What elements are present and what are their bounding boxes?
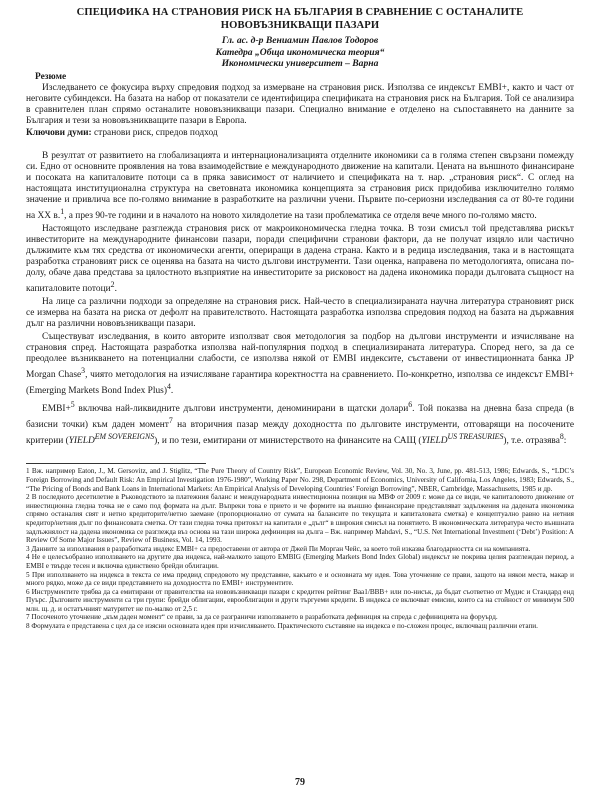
footnote-ref[interactable]: 7 xyxy=(168,416,173,426)
author-name: Гл. ас. д-р Вениамин Павлов Тодоров xyxy=(221,35,379,46)
footnote: 7 Посоченото уточнение „към даден момент“ се прави, за да се разграничи използването в разработката дефиниция на спреда с дефиницията на форуърд. xyxy=(26,613,498,622)
footnote: 5 При използването на индекса в текста се има предвид спредовото му представяне, какъвто е и основната му идея. Това уточнение се прави, защото на някои места, макар и много рядко, може да се види представянето на доходността по EMBI+ инструментите. xyxy=(26,570,574,588)
keywords-text: странови риск, спредов подход xyxy=(93,127,218,138)
footnotes xyxy=(26,467,574,630)
body-paragraph xyxy=(26,399,574,447)
body-paragraph xyxy=(26,224,574,295)
affiliation-department: Катедра „Обща икономическа теория“ xyxy=(215,46,385,58)
body-text xyxy=(26,151,574,448)
p4-end: . xyxy=(170,386,174,396)
footnote-ref[interactable]: 6 xyxy=(408,400,413,409)
footnote-ref[interactable]: 8 xyxy=(559,432,564,442)
footnote: 3 Данните за използвания в разработката индекс EMBI+ са предоставени от автора от Джей Пи Морган Чейс, за което той изказва благодарността си на компанията. xyxy=(26,544,531,553)
keywords-line xyxy=(26,128,574,139)
footnote-ref[interactable]: 1 xyxy=(60,206,65,216)
math-sup-em: EM SOVEREIGNS xyxy=(94,432,155,442)
math-yield-us: YIELD xyxy=(421,436,448,447)
paper-title: СПЕЦИФИКА НА СТРАНОВИЯ РИСК НА БЪЛГАРИЯ В СРАВНЕНИЕ С ОСТАНАЛИТЕ НОВОВЪЗНИКВАЩИ ПАЗАРИ xyxy=(76,7,524,31)
p5-e: ), и по тези, емитирани от министерството на финансите на САЩ ( xyxy=(154,436,422,447)
p5-d: на вторичния пазар между доходността по дълговите инструменти, отговарящи на посочените критерии ( xyxy=(26,420,574,447)
p2-text: Настоящото изследване разглежда страновия риск от макроикономическа гледна точка. В този смисъл той представлява рискът инвеститорите на международните финансови пазари, поради специфични странови фактори, да не получат изцяло или частично дължимите към тях средства от икономически агенти, опериращи в дадена страна. Както и в редица изследвания, така и в настоящата разработка страновият риск се оценява на базата на чисто дългови инструменти. Тази оценка, направена по методологията, описана по-долу, обаче дава представа за цялостното възприятие на инвеститорите за рисковост на дадена икономика поради дълговата същност на капиталовите потоци xyxy=(26,223,574,294)
abstract-heading: Резюме xyxy=(35,71,67,82)
p5-a: EMBI+ xyxy=(42,404,71,415)
p4-text: Съществуват изследвания, в които авторите използват своя методология за подбор на дългови инструменти и изчисляване на страновия спред. Настоящата разработка използва най-популярния подход в специализираната литература. Според него, за да се преодолее възникването на потенциални слабости, се използва някой от EMBI индексите, съставени от инвестиционната банка JP Morgan Chase xyxy=(26,331,574,380)
p2-end: . xyxy=(114,283,117,294)
affiliation-university: Икономически университет – Варна xyxy=(221,58,379,69)
p5-f: ), т.е. отразява xyxy=(503,436,560,447)
author-block xyxy=(26,35,574,70)
footnote-ref[interactable]: 4 xyxy=(166,381,171,391)
p5-c: . Той показва на дневна база спреда (в базисни точки) към даден момент xyxy=(26,404,574,431)
body-paragraph: На лице са различни подходи за определяне на страновия риск. Най-често в специализираната научна литература страновият риск се измерва на базата на риска от дефолт на правителството. Настоящата разработка използва спредовия подход на базата на държавния дълг на различни нововъзникващи пазари. xyxy=(26,296,574,329)
footnote-ref[interactable]: 3 xyxy=(81,365,86,375)
footnote: 8 Формулата е представена с цел да се изясни основната идея при изчисляването. Практическото съставяне на индекса е по-сложен процес, включващ различни етапи. xyxy=(26,622,538,631)
footnote-divider xyxy=(26,463,206,464)
p5-b: включва най-ликвидните дългови инструменти, деноминирани в щатски долари xyxy=(74,404,409,415)
footnote: 6 Инструментите трябва да са емитирани от правителства на нововъзникващи пазари с кредитен рейтинг Baa1/BBB+ или по-нисък, да бъдат съответно от Мудис и Стандард енд Пуърс. Дълговите инструменти са три групи: брейди облигации, еврооблигации и други търгуеми кредити. В индекса се включват емисии, които са на стойност от минимум 500 млн. щ. д. и остатъчният матуритет не по-малко от 2,5 г. xyxy=(26,587,574,613)
footnote-ref[interactable]: 5 xyxy=(70,400,75,409)
keywords-label: Ключови думи: xyxy=(26,127,92,138)
page-number: 79 xyxy=(295,777,305,788)
abstract-text: Изследването се фокусира върху спредовия подход за измерване на страновия риск. Използва се индексът EMBI+, както и част от неговите субиндекси. На базата на набор от показатели се идентифицира спецификата на страновия риск на България. Той се анализира в сравнителен план спрямо останалите нововъзникващи пазари. Специално внимание е отделено на съпоставянето на данните за България и тези за нововъзникващите пазари в Европа. xyxy=(26,82,574,126)
math-sup-us: US TREASURIES xyxy=(447,432,504,442)
body-paragraph xyxy=(26,332,574,397)
body-paragraph xyxy=(26,151,574,222)
footnote: 4 Не е целесъобразно използването на другите два индекса, най-малкото защото EMBIG (Emerging Markets Bond Index Global) индексът не покрива целия разглеждан период, а EMBI е твърде тесен и включва единствено брейди облигации. xyxy=(26,553,574,570)
footnote-ref[interactable]: 2 xyxy=(110,279,115,289)
p5-g: : xyxy=(563,436,567,447)
footnote: 1 Вж. например Eaton, J., M. Gersovitz, and J. Stiglitz, “The Pure Theory of Country Risk”, European Economic Review, Vol. 30, No. 3, June, pp. 481-513, 1986; Edwards, S., “LDC’s Foreign Borrowing and Default Risk: An Empirical Investigation 1976-1980”, Working Paper No. 298, Department of Economics, University of California, Los Angeles, 1983; Edwards, S., “The Pricing of Bonds and Bank Loans in International Markets: An Empirical Analysis of Developing Countries’ Foreign Borrowing”, NBER, Cambridge, Massachusetts, 1985 и др. xyxy=(26,467,574,493)
math-yield-em: YIELD xyxy=(68,436,95,447)
p4-mid: , чиято методология на изчисляване гарантира коректността на сравнението. По-конкретно, използва се индексът EMBI+ (Emerging Markets Bond Index Plus) xyxy=(26,369,574,396)
footnote: 2 В последното десетилетие в Ръководството за платежния баланс и международната инвестиционна позиция на МВФ от 2009 г. може да се види, че капиталовото движение от инвестиционна гледна точка не е само под формата на дълг. Въпреки това е прието и че формите на външно финансиране представляват задължения на дадената икономика спрямо останалия свят и нетно кредиторите/нетно заемане (пропорционално от сумата на балансите по текущата и капиталовата сметка) е концептуално равно на нетния кредитор/нетния дълг по финансовата сметка. От тази гледна точка притокът на капитали е „дълг“ в широкия смисъл на понятието. В икономическата литература често външната задлъжнялост на дадена икономика се разглежда въз основа на тази широка дефиниция на дълга – Вж. например Mahdavi, S., “U.S. Net International Investment (‘Debt’) Position: A Review Of Some Major Issues”, Review of Business, Vol. 14, 1993. xyxy=(26,493,574,545)
p1-end: , а през 90-те години и в началото на новото хилядолетие на тази проблематика се отделя вече много по-голямо място. xyxy=(64,210,537,221)
p1-text: В резултат от развитието на глобализацията и интернационализацията отделните икономики са в голяма степен свързани помежду си. Едно от основните проявления на това взаимодействие е международното движение на капитали. Цената на външното финансиране и посоката на капиталовите потоци са в пряка зависимост от наличието и спецификата на т. нар. „страновия риск“. С оглед на настоящата институционална структура на световната икономика концепцията за страновия риск придобива изключително голямо значение и привлича все по-голямо внимание в разработките на различни учени. Първите по-сериозни изследвания са от 80-те години на XX в. xyxy=(26,150,574,221)
